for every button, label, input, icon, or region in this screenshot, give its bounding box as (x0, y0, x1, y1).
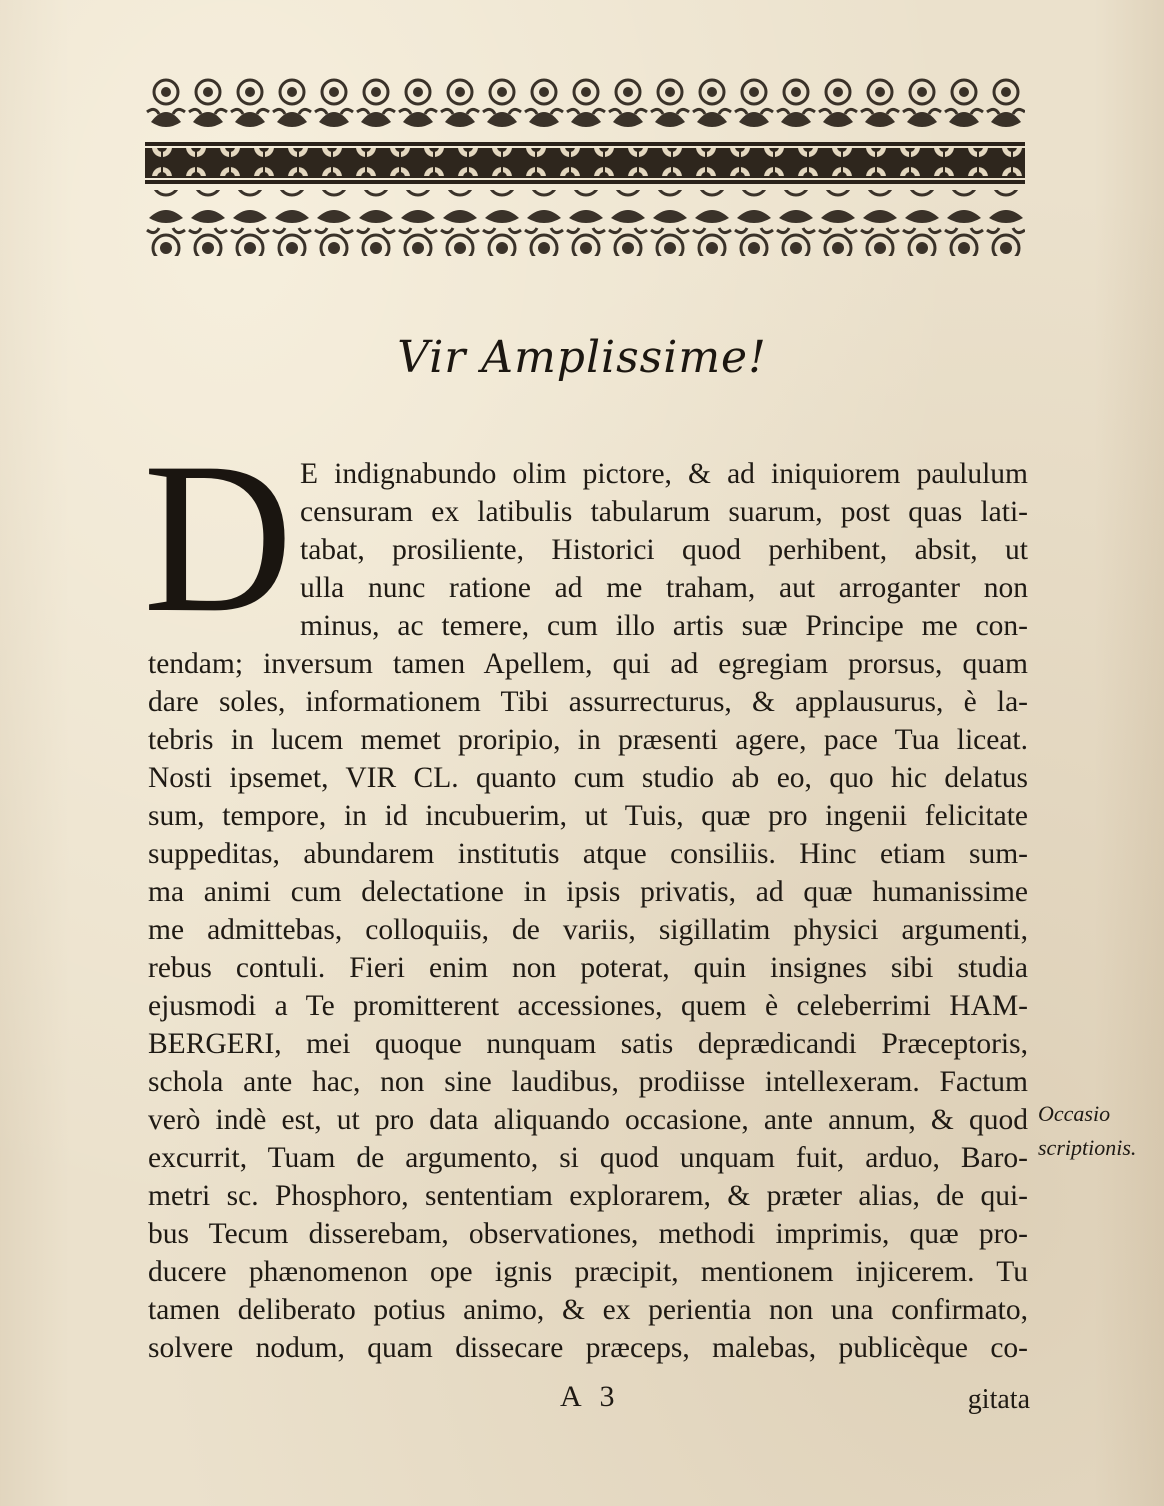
text-line: ulla nunc ratione ad me traham, aut arroganter non (300, 572, 1028, 604)
text-line: censuram ex latibulis tabularum suarum, post quas lati- (300, 496, 1028, 528)
text-line: minus, ac temere, cum illo artis suæ Principe me con- (300, 610, 1028, 642)
ornamental-header-band (145, 72, 1025, 260)
text-line: tabat, prosiliente, Historici quod perhibent, absit, ut (300, 534, 1028, 566)
text-line: tendam; inversum tamen Apellem, qui ad egregiam prorsus, quam (148, 648, 1028, 680)
text-line: schola ante hac, non sine laudibus, prodiisse intellexeram. Factum (148, 1066, 1028, 1098)
text-line: tebris in lucem memet proripio, in præsenti agere, pace Tua liceat. (148, 724, 1028, 756)
margin-note-line: scriptionis. (1038, 1135, 1137, 1160)
drop-cap-initial: D (143, 418, 293, 657)
text-line: me admittebas, colloquiis, de variis, sigillatim physici argumenti, (148, 914, 1028, 946)
signature-mark: A 3 (560, 1380, 621, 1413)
text-line: BERGERI, mei quoque nunquam satis deprædicandi Præceptoris, (148, 1028, 1028, 1060)
text-line: Nosti ipsemet, VIR CL. quanto cum studio ab eo, quo hic delatus (148, 762, 1028, 794)
text-line: ejusmodi a Te promitterent accessiones, quem è celeberrimi HAM- (148, 990, 1028, 1022)
text-line: bus Tecum disserebam, observationes, methodi imprimis, quæ pro- (148, 1218, 1028, 1250)
margin-note-line: Occasio (1038, 1101, 1111, 1126)
text-line: verò indè est, ut pro data aliquando occasione, ante annum, & quod (148, 1104, 1028, 1136)
text-line: ducere phænomenon ope ignis præcipit, mentionem injicerem. Tu (148, 1256, 1028, 1288)
text-line: dare soles, informationem Tibi assurrecturus, & applausurus, è la- (148, 686, 1028, 718)
text-line: ma animi cum delectatione in ipsis privatis, ad quæ humanissime (148, 876, 1028, 908)
text-line: sum, tempore, in id incubuerim, ut Tuis, quæ pro ingenii felicitate (148, 800, 1028, 832)
catchword: gitata (967, 1384, 1030, 1415)
text-line: excurrit, Tuam de argumento, si quod unquam fuit, arduo, Baro- (148, 1142, 1028, 1174)
page-title: Vir Amplissime! (397, 332, 767, 383)
text-line: solvere nodum, quam dissecare præceps, malebas, publicèque co- (148, 1332, 1028, 1364)
text-line: rebus contuli. Fieri enim non poterat, quin insignes sibi studia (148, 952, 1028, 984)
text-line: suppeditas, abundarem institutis atque consiliis. Hinc etiam sum- (148, 838, 1028, 870)
text-line: metri sc. Phosphoro, sententiam explorarem, & præter alias, de qui- (148, 1180, 1028, 1212)
text-line: tamen deliberato potius animo, & ex perientia non una confirmato, (148, 1294, 1028, 1326)
text-line: E indignabundo olim pictore, & ad iniquiorem paululum (300, 458, 1028, 490)
